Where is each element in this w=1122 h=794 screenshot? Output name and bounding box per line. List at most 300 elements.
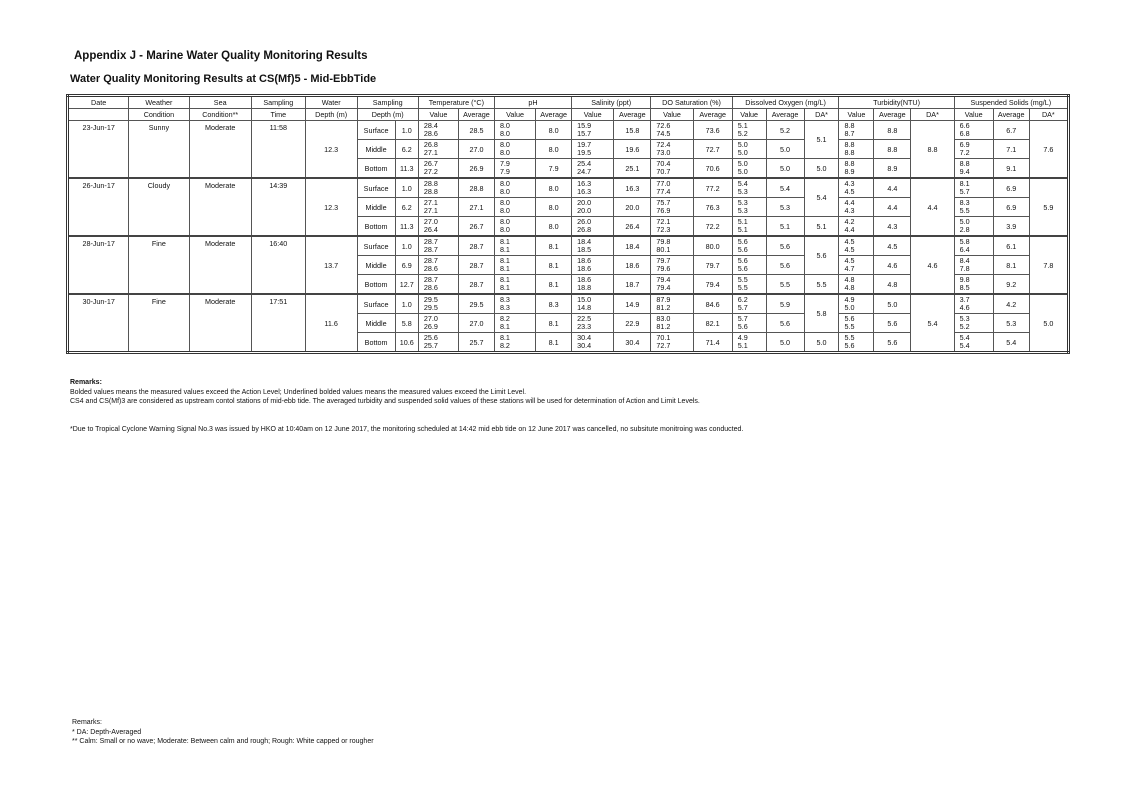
header-cell: Value [954, 109, 993, 121]
value-1: 8.8 [844, 139, 855, 149]
value-pair-cell [418, 275, 458, 295]
do-saturation-average-cell: 79.4 [693, 275, 732, 295]
header-cell: Average [766, 109, 804, 121]
value-pair [733, 218, 766, 235]
value-pair-cell [732, 198, 766, 217]
value-pair [839, 315, 873, 332]
value-pair [651, 276, 692, 293]
do-saturation-average-cell: 72.2 [693, 217, 732, 237]
header-cell: Suspended Solids (mg/L) [954, 96, 1068, 109]
value-pair [572, 276, 613, 293]
sampling-level-cell: Middle [357, 314, 395, 333]
value-1: 4.5 [844, 255, 855, 265]
value-2: 5.6 [844, 341, 855, 350]
value-pair-cell [839, 333, 874, 353]
value-pair-cell [651, 121, 693, 140]
sampling-time-cell: 16:40 [251, 236, 305, 294]
temp-average-cell: 25.7 [459, 333, 495, 353]
header-cell: Value [494, 109, 535, 121]
value-2: 74.5 [656, 129, 671, 138]
value-pair [733, 160, 766, 177]
value-pair [572, 180, 613, 197]
do-saturation-average-cell: 84.6 [693, 294, 732, 314]
value-pair-cell [418, 121, 458, 140]
value-pair-cell [839, 275, 874, 295]
turbidity-da-cell: 4.6 [911, 236, 954, 294]
value-2: 9.4 [959, 167, 970, 176]
water-depth-cell: 13.7 [305, 236, 357, 294]
do-da-bottom-cell: 5.5 [804, 275, 839, 295]
do-average-cell: 5.5 [766, 275, 804, 295]
ph-average-cell: 8.0 [536, 178, 572, 198]
sampling-depth-cell: 10.6 [395, 333, 418, 353]
value-2: 2.8 [959, 225, 970, 234]
value-1: 5.3 [737, 197, 748, 207]
value-pair-cell [954, 236, 993, 256]
ph-average-cell: 7.9 [536, 159, 572, 179]
value-1: 5.0 [737, 158, 748, 168]
value-pair [419, 334, 458, 351]
value-pair-cell [572, 275, 614, 295]
value-pair-cell [839, 314, 874, 333]
do-saturation-average-cell: 73.6 [693, 121, 732, 140]
value-2: 5.1 [737, 341, 748, 350]
value-pair-cell [732, 294, 766, 314]
value-pair [495, 257, 535, 274]
do-saturation-average-cell: 70.6 [693, 159, 732, 179]
value-2: 5.1 [737, 225, 748, 234]
sampling-depth-cell: 12.7 [395, 275, 418, 295]
value-1: 5.5 [844, 332, 855, 342]
remarks-line-2: CS4 and CS(Mf)3 are considered as upstream contol stations of mid-ebb tide. The averaged turbidity and suspended solid values of these stations will be used for determination of Action and Limit Levels. [70, 398, 700, 405]
results-table-container [66, 94, 1070, 354]
value-2: 5.5 [959, 206, 970, 215]
sampling-depth-cell: 11.3 [395, 159, 418, 179]
value-pair [572, 257, 613, 274]
footnotes-heading: Remarks: [72, 719, 102, 726]
turbidity-average-cell: 5.0 [874, 294, 911, 314]
turbidity-average-cell: 4.3 [874, 217, 911, 237]
value-1: 72.1 [656, 216, 671, 226]
value-2: 8.1 [499, 283, 510, 292]
value-pair [955, 122, 993, 139]
value-1: 4.2 [844, 216, 855, 226]
value-pair-cell [494, 140, 535, 159]
value-1: 5.5 [737, 274, 748, 284]
value-1: 79.7 [656, 255, 671, 265]
ph-average-cell: 8.0 [536, 121, 572, 140]
ss-average-cell: 9.1 [993, 159, 1029, 179]
do-da-bottom-cell: 5.1 [804, 217, 839, 237]
value-1: 5.1 [737, 120, 748, 130]
salinity-average-cell: 30.4 [614, 333, 651, 353]
value-pair [419, 238, 458, 255]
sampling-time-cell: 11:58 [251, 121, 305, 179]
header-cell: Dissolved Oxygen (mg/L) [732, 96, 839, 109]
value-1: 25.6 [423, 332, 438, 342]
value-1: 77.0 [656, 178, 671, 188]
value-2: 5.2 [959, 322, 970, 331]
value-pair-cell [494, 159, 535, 179]
value-pair [733, 180, 766, 197]
value-1: 5.4 [959, 332, 970, 342]
value-2: 4.8 [844, 283, 855, 292]
value-pair-cell [418, 256, 458, 275]
value-1: 28.7 [423, 255, 438, 265]
value-2: 5.6 [737, 245, 748, 254]
value-pair-cell [651, 333, 693, 353]
value-pair [419, 218, 458, 235]
sampling-level-cell: Surface [357, 121, 395, 140]
temp-average-cell: 26.7 [459, 217, 495, 237]
sampling-level-cell: Bottom [357, 333, 395, 353]
value-pair [572, 238, 613, 255]
value-pair [572, 315, 613, 332]
value-pair-cell [494, 256, 535, 275]
value-2: 27.1 [423, 148, 438, 157]
value-2: 5.2 [737, 129, 748, 138]
value-1: 15.9 [577, 120, 592, 130]
value-1: 8.8 [844, 158, 855, 168]
salinity-average-cell: 20.0 [614, 198, 651, 217]
value-pair-cell [494, 275, 535, 295]
remarks-section [70, 378, 700, 407]
temp-average-cell: 29.5 [459, 294, 495, 314]
value-2: 8.1 [499, 322, 510, 331]
value-1: 8.1 [499, 236, 510, 246]
value-1: 5.1 [737, 216, 748, 226]
remarks-line-1: Bolded values means the measured values exceed the Action Level; Underlined bolded values means the measured values exceed the Limit Level. [70, 388, 527, 396]
value-pair [839, 257, 873, 274]
sampling-depth-cell: 1.0 [395, 294, 418, 314]
value-pair [839, 141, 873, 158]
do-saturation-average-cell: 77.2 [693, 178, 732, 198]
ss-average-cell: 9.2 [993, 275, 1029, 295]
value-pair [419, 122, 458, 139]
value-pair-cell [651, 236, 693, 256]
header-cell: Average [536, 109, 572, 121]
value-pair-cell [732, 333, 766, 353]
value-pair [419, 315, 458, 332]
value-pair-cell [732, 236, 766, 256]
value-2: 8.2 [499, 341, 510, 350]
value-2: 30.4 [577, 341, 592, 350]
value-2: 28.6 [423, 129, 438, 138]
value-pair-cell [572, 314, 614, 333]
value-2: 23.3 [577, 322, 592, 331]
value-2: 8.0 [499, 187, 510, 196]
header-cell: Value [732, 109, 766, 121]
salinity-average-cell: 18.7 [614, 275, 651, 295]
value-pair-cell [418, 159, 458, 179]
sampling-level-cell: Surface [357, 236, 395, 256]
value-1: 6.6 [959, 120, 970, 130]
value-pair-cell [418, 314, 458, 333]
sampling-time-cell: 17:51 [251, 294, 305, 353]
water-depth-cell: 11.6 [305, 294, 357, 353]
value-pair-cell [839, 178, 874, 198]
value-pair [955, 180, 993, 197]
value-2: 4.6 [959, 303, 970, 312]
value-2: 28.8 [423, 187, 438, 196]
value-pair [495, 218, 535, 235]
salinity-average-cell: 22.9 [614, 314, 651, 333]
value-pair [419, 296, 458, 313]
header-cell: Date [68, 96, 129, 109]
value-2: 77.4 [656, 187, 671, 196]
value-1: 4.9 [844, 294, 855, 304]
value-pair-cell [954, 178, 993, 198]
value-1: 18.6 [577, 274, 592, 284]
value-2: 16.3 [577, 187, 592, 196]
value-2: 70.7 [656, 167, 671, 176]
value-1: 8.0 [499, 139, 510, 149]
ss-da-cell: 7.8 [1029, 236, 1068, 294]
value-2: 18.5 [577, 245, 592, 254]
temp-average-cell: 28.7 [459, 236, 495, 256]
value-pair [651, 122, 692, 139]
value-1: 16.3 [577, 178, 592, 188]
value-pair-cell [839, 236, 874, 256]
turbidity-da-cell: 5.4 [911, 294, 954, 353]
value-1: 26.0 [577, 216, 592, 226]
value-1: 4.8 [844, 274, 855, 284]
value-pair [572, 218, 613, 235]
value-pair [955, 257, 993, 274]
value-pair-cell [732, 140, 766, 159]
sampling-depth-cell: 6.2 [395, 140, 418, 159]
sampling-level-cell: Middle [357, 140, 395, 159]
value-pair-cell [651, 294, 693, 314]
turbidity-average-cell: 8.8 [874, 140, 911, 159]
value-1: 75.7 [656, 197, 671, 207]
remarks-heading: Remarks: [70, 379, 102, 386]
value-pair [955, 315, 993, 332]
value-pair [955, 141, 993, 158]
ss-average-cell: 7.1 [993, 140, 1029, 159]
sampling-depth-cell: 1.0 [395, 236, 418, 256]
value-pair [572, 122, 613, 139]
value-1: 5.0 [959, 216, 970, 226]
ph-average-cell: 8.0 [536, 140, 572, 159]
sea-condition-cell: Moderate [189, 178, 251, 236]
sampling-level-cell: Surface [357, 294, 395, 314]
value-2: 72.7 [656, 341, 671, 350]
value-2: 73.0 [656, 148, 671, 157]
date-cell: 26-Jun-17 [68, 178, 129, 236]
salinity-average-cell: 18.6 [614, 256, 651, 275]
value-pair-cell [572, 256, 614, 275]
value-pair-cell [954, 333, 993, 353]
header-row-2 [68, 109, 1069, 121]
value-1: 28.4 [423, 120, 438, 130]
sampling-depth-cell: 1.0 [395, 178, 418, 198]
salinity-average-cell: 14.9 [614, 294, 651, 314]
value-pair-cell [651, 314, 693, 333]
value-pair [733, 141, 766, 158]
header-row-1 [68, 96, 1069, 109]
value-1: 8.0 [499, 178, 510, 188]
value-pair [495, 296, 535, 313]
header-cell: Sampling [251, 96, 305, 109]
do-average-cell: 5.6 [766, 314, 804, 333]
header-cell: DA* [1029, 109, 1068, 121]
value-2: 28.6 [423, 264, 438, 273]
value-2: 28.7 [423, 245, 438, 254]
temp-average-cell: 27.0 [459, 140, 495, 159]
value-1: 72.6 [656, 120, 671, 130]
ss-average-cell: 4.2 [993, 294, 1029, 314]
appendix-title: Appendix J - Marine Water Quality Monitoring Results [74, 50, 368, 62]
value-2: 79.6 [656, 264, 671, 273]
temp-average-cell: 28.7 [459, 275, 495, 295]
value-pair-cell [839, 256, 874, 275]
value-pair-cell [839, 159, 874, 179]
value-1: 79.4 [656, 274, 671, 284]
value-pair-cell [954, 217, 993, 237]
value-pair [419, 257, 458, 274]
value-pair [651, 238, 692, 255]
value-2: 7.2 [959, 148, 970, 157]
salinity-average-cell: 19.6 [614, 140, 651, 159]
value-pair-cell [732, 159, 766, 179]
value-pair-cell [954, 294, 993, 314]
water-depth-cell: 12.3 [305, 121, 357, 179]
value-2: 4.5 [844, 245, 855, 254]
value-pair-cell [494, 294, 535, 314]
value-pair [733, 334, 766, 351]
sampling-depth-cell: 6.2 [395, 198, 418, 217]
salinity-average-cell: 25.1 [614, 159, 651, 179]
ss-average-cell: 6.1 [993, 236, 1029, 256]
value-2: 5.0 [844, 303, 855, 312]
value-2: 8.0 [499, 148, 510, 157]
ss-average-cell: 5.3 [993, 314, 1029, 333]
value-2: 5.7 [959, 187, 970, 196]
value-2: 8.1 [499, 245, 510, 254]
value-pair [839, 122, 873, 139]
value-2: 72.3 [656, 225, 671, 234]
value-1: 5.0 [737, 139, 748, 149]
value-2: 5.6 [737, 322, 748, 331]
header-cell: pH [494, 96, 571, 109]
value-pair-cell [494, 178, 535, 198]
turbidity-average-cell: 5.6 [874, 314, 911, 333]
value-1: 83.0 [656, 313, 671, 323]
value-pair [955, 238, 993, 255]
turbidity-average-cell: 8.9 [874, 159, 911, 179]
value-pair-cell [651, 256, 693, 275]
value-pair-cell [494, 236, 535, 256]
do-average-cell: 5.2 [766, 121, 804, 140]
value-pair [733, 276, 766, 293]
do-saturation-average-cell: 80.0 [693, 236, 732, 256]
value-1: 79.8 [656, 236, 671, 246]
value-pair-cell [839, 121, 874, 140]
value-2: 80.1 [656, 245, 671, 254]
ph-average-cell: 8.0 [536, 198, 572, 217]
value-1: 8.3 [959, 197, 970, 207]
value-pair [651, 218, 692, 235]
value-1: 8.8 [844, 120, 855, 130]
value-pair-cell [572, 294, 614, 314]
temp-average-cell: 26.9 [459, 159, 495, 179]
value-pair [839, 180, 873, 197]
value-pair [651, 257, 692, 274]
value-1: 4.9 [737, 332, 748, 342]
value-pair-cell [954, 275, 993, 295]
value-pair-cell [954, 256, 993, 275]
sampling-time-cell: 14:39 [251, 178, 305, 236]
value-1: 9.8 [959, 274, 970, 284]
value-1: 6.2 [737, 294, 748, 304]
header-cell: Sea [189, 96, 251, 109]
header-cell: Condition** [189, 109, 251, 121]
value-1: 5.3 [959, 313, 970, 323]
value-pair-cell [732, 314, 766, 333]
ss-da-cell: 5.9 [1029, 178, 1068, 236]
value-2: 19.5 [577, 148, 592, 157]
ss-average-cell: 6.9 [993, 198, 1029, 217]
value-1: 8.1 [499, 274, 510, 284]
sampling-depth-cell: 11.3 [395, 217, 418, 237]
value-2: 8.3 [499, 303, 510, 312]
value-pair-cell [954, 314, 993, 333]
value-1: 87.9 [656, 294, 671, 304]
value-pair [419, 199, 458, 216]
ph-average-cell: 8.3 [536, 294, 572, 314]
header-cell: DA* [911, 109, 954, 121]
value-2: 8.0 [499, 206, 510, 215]
sampling-level-cell: Surface [357, 178, 395, 198]
sampling-level-cell: Bottom [357, 159, 395, 179]
value-1: 28.8 [423, 178, 438, 188]
value-pair [651, 180, 692, 197]
value-2: 7.8 [959, 264, 970, 273]
value-1: 18.6 [577, 255, 592, 265]
value-1: 5.7 [737, 313, 748, 323]
header-cell: DA* [804, 109, 839, 121]
value-pair-cell [494, 314, 535, 333]
value-1: 8.0 [499, 197, 510, 207]
value-1: 18.4 [577, 236, 592, 246]
value-2: 8.5 [959, 283, 970, 292]
value-pair-cell [418, 294, 458, 314]
header-cell: Value [572, 109, 614, 121]
value-pair-cell [954, 140, 993, 159]
value-pair-cell [418, 333, 458, 353]
value-1: 8.1 [959, 178, 970, 188]
header-cell: Turbidity(NTU) [839, 96, 954, 109]
value-2: 20.0 [577, 206, 592, 215]
ss-da-cell: 7.6 [1029, 121, 1068, 179]
turbidity-da-cell: 8.8 [911, 121, 954, 179]
value-pair-cell [418, 140, 458, 159]
value-2: 6.8 [959, 129, 970, 138]
date-cell: 28-Jun-17 [68, 236, 129, 294]
value-2: 8.0 [499, 129, 510, 138]
value-1: 28.7 [423, 274, 438, 284]
value-1: 72.4 [656, 139, 671, 149]
ph-average-cell: 8.1 [536, 256, 572, 275]
do-saturation-average-cell: 82.1 [693, 314, 732, 333]
do-average-cell: 5.0 [766, 333, 804, 353]
salinity-average-cell: 26.4 [614, 217, 651, 237]
value-1: 25.4 [577, 158, 592, 168]
value-2: 24.7 [577, 167, 592, 176]
value-1: 29.5 [423, 294, 438, 304]
water-quality-table [66, 94, 1070, 354]
